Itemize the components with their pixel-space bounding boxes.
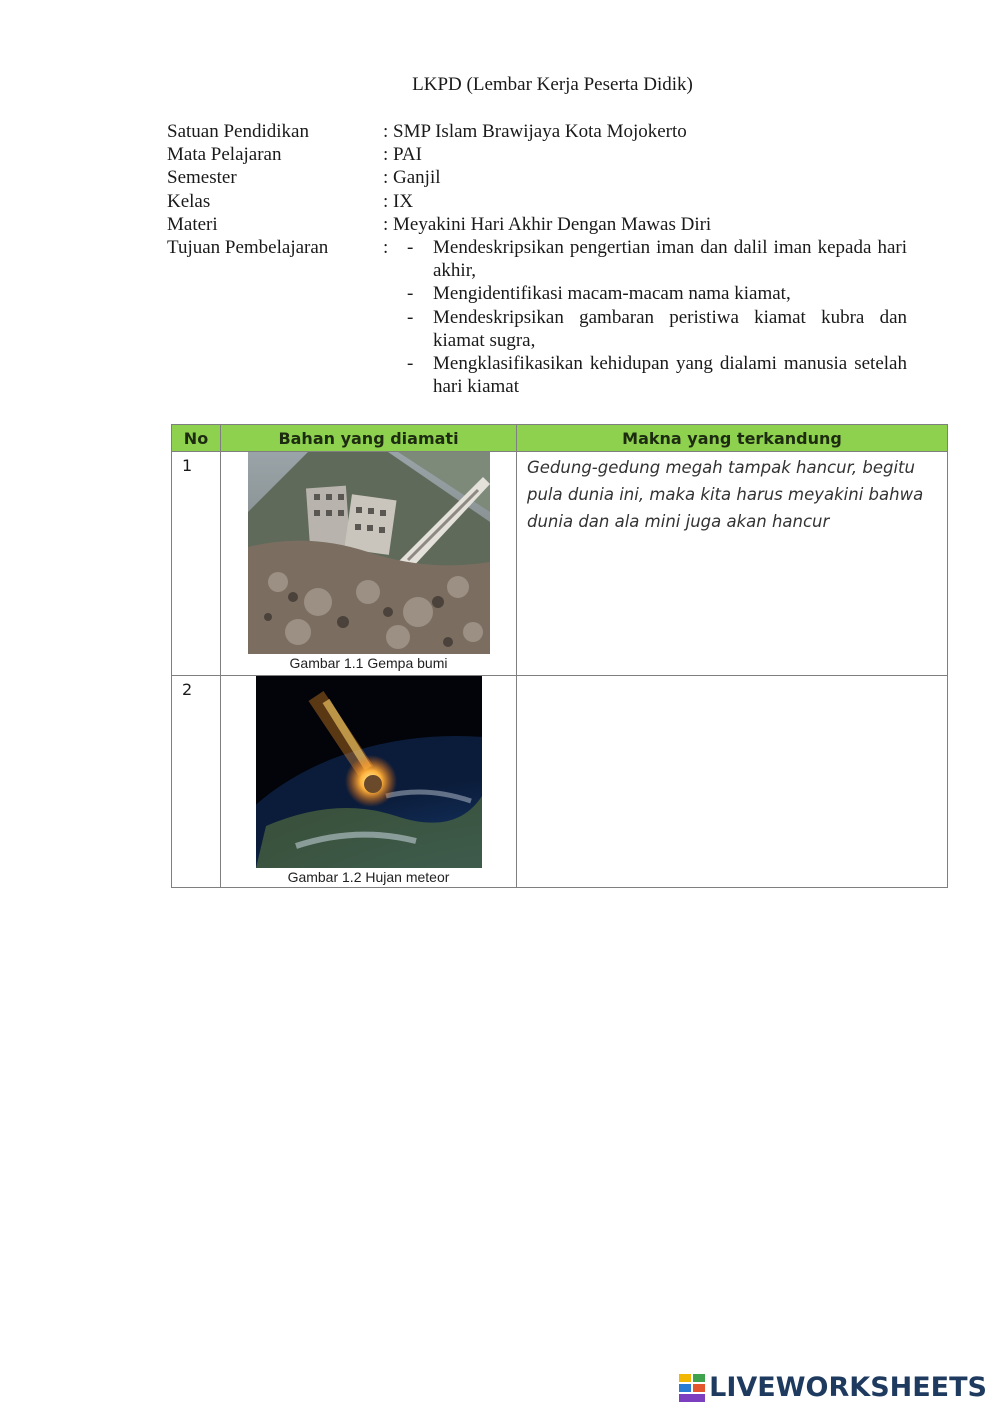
meta-row-satuan (167, 120, 907, 143)
goal-text: Mengidentifikasi macam-macam nama kiamat, (433, 283, 791, 305)
goal-item: - Mengidentifikasi macam-macam nama kiamat, (403, 282, 907, 305)
table-row (172, 452, 948, 676)
meteor-image (256, 676, 482, 868)
observed-material-cell (221, 452, 517, 676)
liveworksheets-logo-icon (679, 1374, 705, 1402)
goal-item: - Mendeskripsikan pengertian iman dan dalil iman kepada hari akhir, (407, 236, 907, 282)
logo-text: LIVEWORKSHEETS (709, 1372, 987, 1403)
goal-text: Mengklasifikasikan kehidupan yang dialami manusia setelah hari kiamat (433, 352, 907, 398)
meta-row-materi (167, 213, 907, 236)
meta-value: : Meyakini Hari Akhir Dengan Mawas Diri (383, 213, 712, 235)
liveworksheets-logo (679, 1372, 987, 1403)
meta-label: Satuan Pendidikan (167, 121, 309, 142)
goals-colon: : (383, 236, 389, 258)
meaning-cell[interactable] (517, 676, 948, 888)
observation-table (171, 424, 948, 888)
earthquake-image (248, 452, 490, 654)
header-makna: Makna yang terkandung (517, 425, 948, 452)
header-bahan: Bahan yang diamati (221, 425, 517, 452)
observed-material-cell (221, 676, 517, 888)
meta-label: Kelas (167, 190, 211, 212)
header-no: No (172, 425, 221, 452)
table-header-row (172, 425, 948, 452)
meta-row-tujuan (167, 236, 907, 398)
meaning-cell[interactable]: Gedung-gedung megah tampak hancur, begitu pula dunia ini, maka kita harus meyakini bahwa dunia dan ala mini juga akan hancur (517, 452, 948, 676)
goal-text: Mendeskripsikan pengertian iman dan dalil iman kepada hari akhir, (433, 236, 907, 282)
meta-value: : Ganjil (383, 167, 441, 189)
meta-label: Materi (167, 213, 218, 235)
goal-item: - Mengklasifikasikan kehidupan yang dialami manusia setelah hari kiamat (407, 352, 907, 398)
page-title: LKPD (Lembar Kerja Peserta Didik) (412, 74, 693, 95)
meta-value: : IX (383, 190, 414, 212)
row-number: 2 (172, 676, 221, 888)
meta-value: : SMP Islam Brawijaya Kota Mojokerto (383, 121, 687, 142)
meta-value: : PAI (383, 144, 422, 166)
image-caption: Gambar 1.2 Hujan meteor (287, 869, 450, 885)
meta-row-mapel (167, 143, 907, 166)
meta-label: Semester (167, 167, 237, 189)
document-metadata (167, 120, 907, 398)
meta-label: Mata Pelajaran (167, 144, 282, 166)
meta-label: Tujuan Pembelajaran (167, 236, 329, 258)
row-number: 1 (172, 452, 221, 676)
goals-list (403, 236, 907, 398)
meta-row-kelas (167, 190, 907, 213)
table-row (172, 676, 948, 888)
meta-row-semester (167, 166, 907, 189)
image-caption: Gambar 1.1 Gempa bumi (289, 655, 448, 671)
goal-text: Mendeskripsikan gambaran peristiwa kiamat kubra dan kiamat sugra, (433, 306, 907, 351)
goal-item: - Mendeskripsikan gambaran peristiwa kiamat kubra dan kiamat sugra, (407, 306, 907, 351)
